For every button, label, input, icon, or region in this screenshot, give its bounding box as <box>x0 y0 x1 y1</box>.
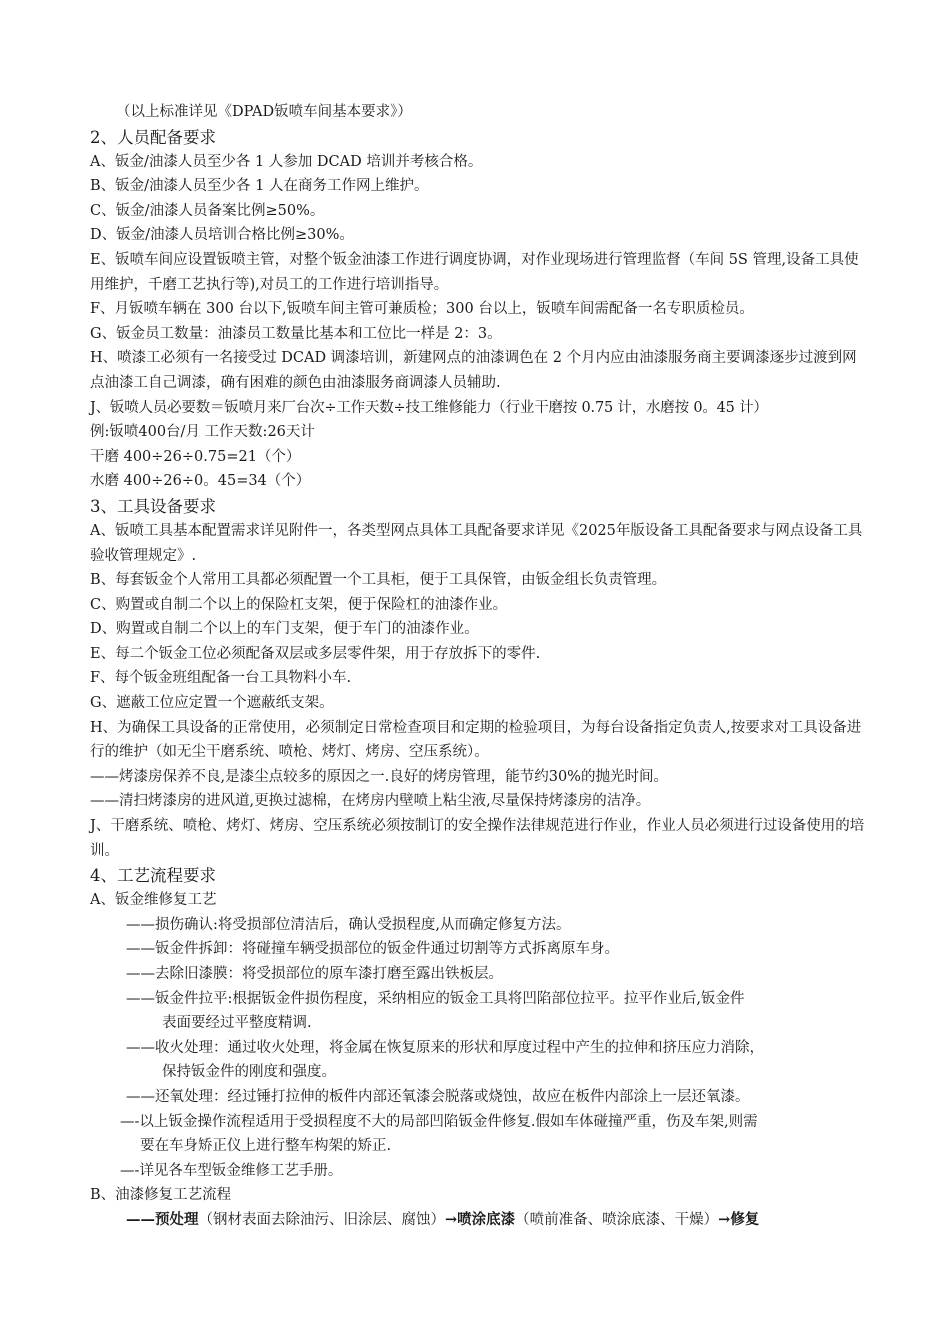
sheet-metal-note-manual <box>90 1159 870 1184</box>
section-2-item-c: C、钣金/油漆人员备案比例≥50%。 <box>90 202 325 219</box>
arrow-right-icon: → <box>718 1210 731 1228</box>
section-2-title: 2、人员配备要求 <box>90 127 216 147</box>
section-3-item-a: A、钣喷工具基本配置需求详见附件一，各类型网点具体工具配备要求详见《2025年版设备工具配备要求与网点设备工具验收管理规定》. <box>90 522 863 564</box>
section-2-item-f: F、月钣喷车辆在 300 台以下,钣喷车间主管可兼质检；300 台以上，钣喷车间需配备一名专职质检员。 <box>90 301 754 318</box>
document-body <box>90 100 870 1233</box>
sheet-metal-step-shrinking-line1: ——收火处理：通过收火处理，将金属在恢复原来的形状和厚度过程中产生的拉伸和挤压应力消除， <box>126 1039 764 1056</box>
section-3-title: 3、工具设备要求 <box>90 496 216 516</box>
section-2-item-a: A、钣金/油漆人员至少各 1 人参加 DCAD 培训并考核合格。 <box>90 153 483 170</box>
sheet-metal-step-damage-check: ——损伤确认:将受损部位清洁后，确认受损程度,从而确定修复方法。 <box>126 916 571 933</box>
section-2-item-g: G、钣金员工数量：油漆员工数量比基本和工位比一样是 2：3。 <box>90 325 502 342</box>
paint-flow-step-primer: 喷涂底漆 <box>457 1210 516 1228</box>
section-4-sub-b-title: B、油漆修复工艺流程 <box>90 1187 232 1204</box>
section-3-note-booth-cleaning: ——清扫烤漆房的进风道,更换过滤棉，在烤房内壁喷上粘尘液,尽量保持烤漆房的洁净。 <box>90 793 651 810</box>
sheet-metal-step-removal: ——钣金件拆卸：将碰撞车辆受损部位的钣金件通过切割等方式拆离原车身。 <box>126 941 619 958</box>
arrow-right-icon: → <box>445 1210 458 1228</box>
sheet-metal-step-pulling-line2: 表面要经过平整度精调. <box>162 1015 312 1032</box>
paint-flow-step-pretreatment: ——预处理 <box>126 1210 199 1228</box>
section-3-item-c: C、购置或自制二个以上的保险杠支架，便于保险杠的油漆作业。 <box>90 596 508 613</box>
section-2-wet-sanding: 水磨 400÷26÷0。45=34（个） <box>90 473 311 490</box>
section-3-note-booth-maintenance: ——烤漆房保养不良,是漆尘点较多的原因之一.良好的烤房管理，能节约30%的抛光时间。 <box>90 768 668 785</box>
section-2-dry-sanding: 干磨 400÷26÷0.75=21（个） <box>90 448 301 465</box>
sheet-metal-step-pulling <box>90 987 870 1036</box>
intro-note: （以上标准详见《DPAD钣喷车间基本要求》） <box>116 104 412 120</box>
section-4-title: 4、工艺流程要求 <box>90 866 216 886</box>
paint-flow-line <box>90 1208 870 1233</box>
sheet-metal-step-old-paint: ——去除旧漆膜：将受损部位的原车漆打磨至露出铁板层。 <box>126 966 503 982</box>
paint-flow-step-repair: 修复 <box>730 1210 760 1228</box>
section-4-sub-a-title: A、钣金维修复工艺 <box>90 892 217 909</box>
paint-flow-step-primer-detail: （喷前准备、喷涂底漆、干燥） <box>515 1211 719 1228</box>
section-3-item-b: B、每套钣金个人常用工具都必须配置一个工具柜，便于工具保管，由钣金组长负责管理。 <box>90 572 667 589</box>
section-3-item-e: E、每二个钣金工位必须配备双层或多层零件架，用于存放拆下的零件. <box>90 645 541 662</box>
section-2-item-j: J、钣喷人员必要数＝钣喷月来厂台次÷工作天数÷技工维修能力（行业干磨按 0.75 计，水磨按 0。45 计） <box>90 399 768 416</box>
section-3-item-f: F、每个钣金班组配备一台工具物料小车. <box>90 670 352 687</box>
section-3-item-j: J、干磨系统、喷枪、烤灯、烤房、空压系统必须按制订的安全操作法律规范进行作业，作业人员必须进行过设备使用的培训。 <box>90 818 865 859</box>
sheet-metal-step-shrinking <box>90 1036 870 1085</box>
section-3-item-h: H、为确保工具设备的正常使用，必须制定日常检查项目和定期的检验项目，为每台设备指定负责人,按要求对工具设备进行的维护（如无尘干磨系统、喷枪、烤灯、烤房、空压系统）。 <box>90 719 862 761</box>
section-3-item-g: G、遮蔽工位应定置一个遮蔽纸支架。 <box>90 695 334 712</box>
section-3-item-d: D、购置或自制二个以上的车门支架，便于车门的油漆作业。 <box>90 621 479 638</box>
section-2-example: 例:钣喷400台/月 工作天数:26天计 <box>90 424 315 441</box>
sheet-metal-note-scope <box>90 1110 870 1159</box>
sheet-metal-step-pulling-line1: ——钣金件拉平:根据钣金件损伤程度，采纳相应的钣金工具将凹陷部位拉平。拉平作业后,钣金件 <box>126 990 745 1007</box>
section-2-item-h: H、喷漆工必须有一名接受过 DCAD 调漆培训，新建网点的油漆调色在 2 个月内应由油漆服务商主要调漆逐步过渡到网点油漆工自己调漆，确有困难的颜色由油漆服务商调漆人员辅助. <box>90 350 857 391</box>
sheet-metal-step-shrinking-line2: 保持钣金件的刚度和强度。 <box>162 1064 336 1081</box>
section-2-item-d: D、钣金/油漆人员培训合格比例≥30%。 <box>90 227 354 244</box>
sheet-metal-step-epoxy: ——还氧处理：经过锤打拉伸的板件内部还氧漆会脱落或烧蚀，故应在板件内部涂上一层还氧漆。 <box>126 1088 750 1105</box>
sheet-metal-note-manual-line1: —-详见各车型钣金维修工艺手册。 <box>120 1162 343 1179</box>
section-2-item-b: B、钣金/油漆人员至少各 1 人在商务工作网上维护。 <box>90 178 429 195</box>
sheet-metal-note-scope-line1: —-以上钣金操作流程适用于受损程度不大的局部凹陷钣金件修复.假如车体碰撞严重，伤及车架,则需 <box>120 1113 758 1130</box>
paint-flow-step-pretreatment-detail: （钢材表面去除油污、旧涂层、腐蚀） <box>198 1211 445 1228</box>
sheet-metal-note-scope-line2: 要在车身矫正仪上进行整车构架的矫正. <box>140 1138 392 1155</box>
section-2-item-e: E、钣喷车间应设置钣喷主管，对整个钣金油漆工作进行调度协调，对作业现场进行管理监督（车间 5S 管理,设备工具使用维护，千磨工艺执行等),对员工的工作进行培训指导。 <box>90 251 859 293</box>
